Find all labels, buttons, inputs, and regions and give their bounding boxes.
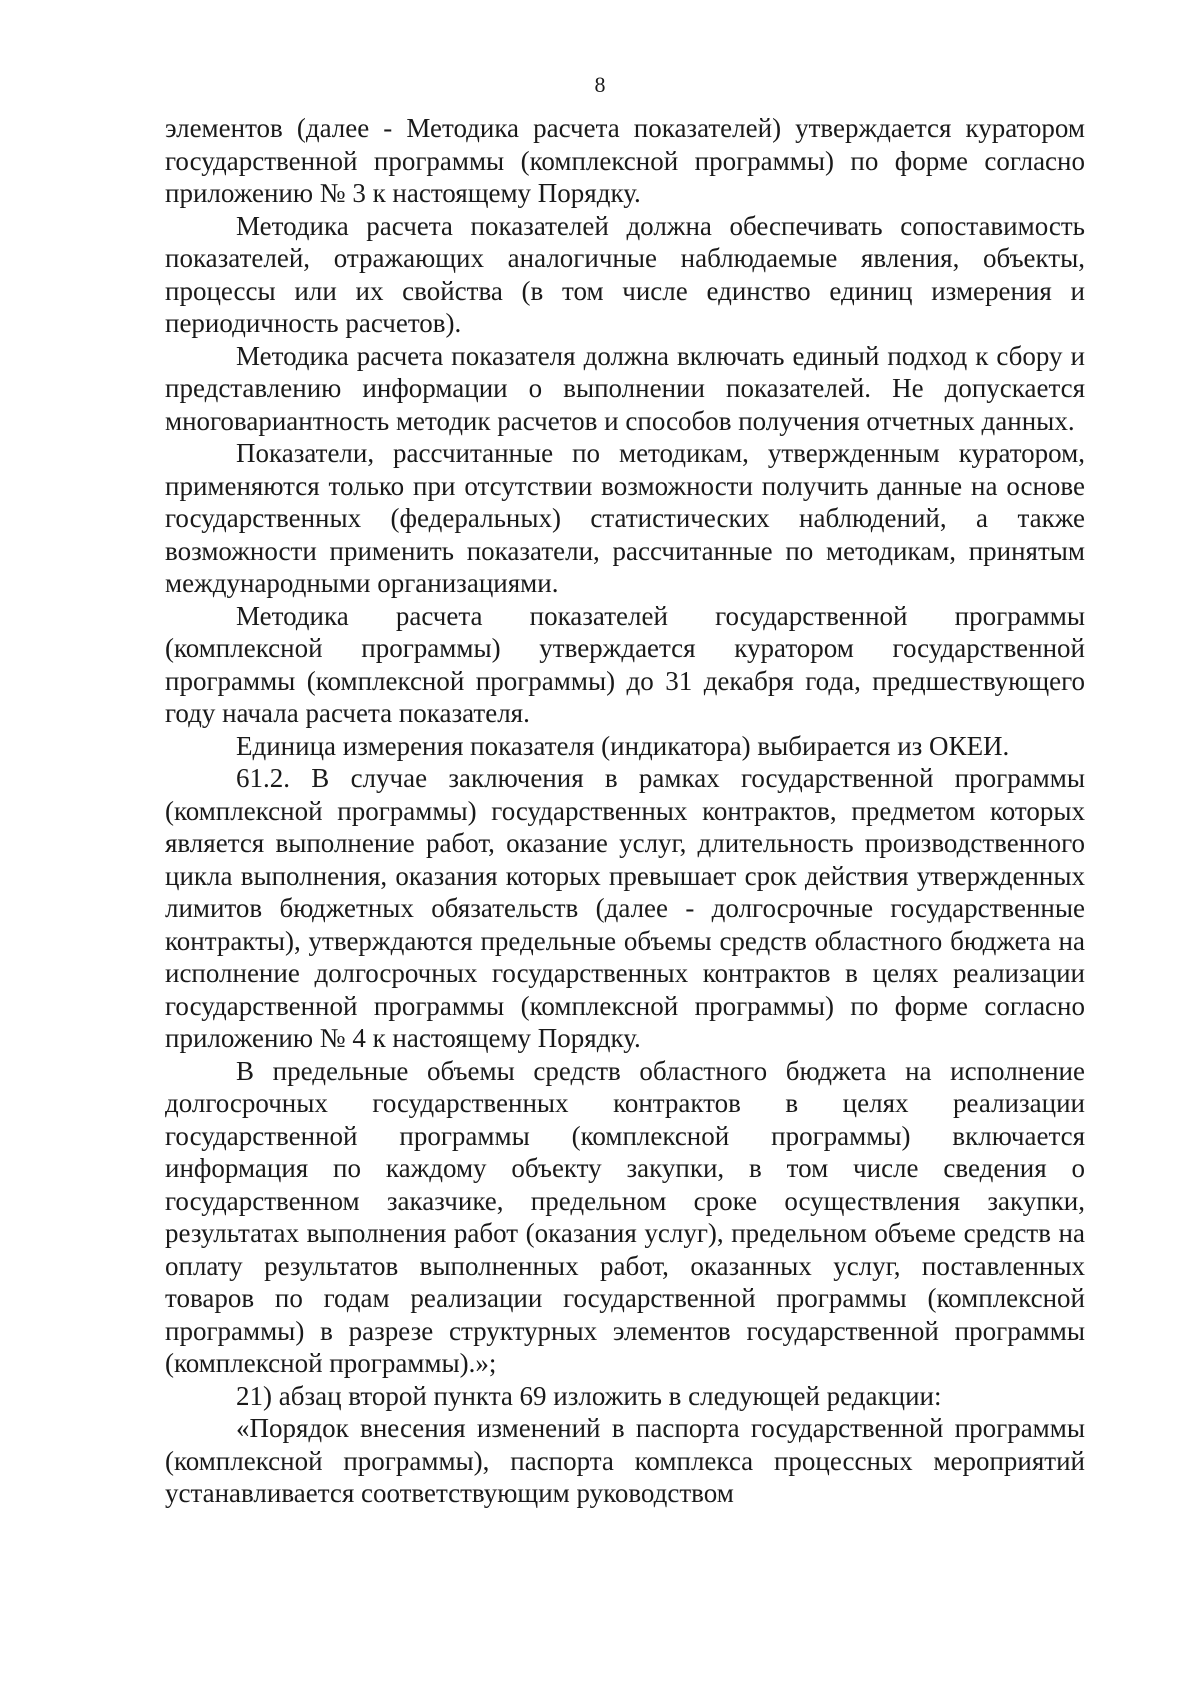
paragraph: Единица измерения показателя (индикатора) выбирается из ОКЕИ. — [236, 730, 1010, 761]
document-body — [165, 112, 1085, 1510]
paragraph: Методика расчета показателя должна включать единый подход к сбору и представлению информации о выполнении показателей. Не допускается многовариантность методик расчетов и способов получения отчетных данных. — [165, 340, 1085, 436]
paragraph: 21) абзац второй пункта 69 изложить в следующей редакции: — [236, 1380, 942, 1411]
paragraph: Методика расчета показателей государственной программы (комплексной программы) утверждается куратором государственной программы (комплексной программы) до 31 декабря года, предшествующего году начала расчета показателя. — [165, 600, 1085, 728]
paragraph: 61.2. В случае заключения в рамках государственной программы (комплексной программы) государственных контрактов, предметом которых является выполнение работ, оказание услуг, длительность производственного цикла выполнения, оказания которых превышает срок действия утвержденных лимитов бюджетных обязательств (далее - долгосрочные государственные контракты), утверждаются предельные объемы средств областного бюджета на исполнение долгосрочных государственных контрактов в целях реализации государственной программы (комплексной программы) по форме согласно приложению № 4 к настоящему Порядку. — [165, 763, 1085, 1053]
paragraph: «Порядок внесения изменений в паспорта государственной программы (комплексной программы), паспорта комплекса процессных мероприятий устанавливается соответствующим руководством — [165, 1413, 1085, 1508]
paragraph: Показатели, рассчитанные по методикам, утвержденным куратором, применяются только при отсутствии возможности получить данные на основе государственных (федеральных) статистических наблюдений, а также возможности применить показатели, рассчитанные по методикам, принятым международными организациями. — [165, 438, 1085, 598]
paragraph: элементов (далее - Методика расчета показателей) утверждается куратором государственной программы (комплексной программы) по форме согласно приложению № 3 к настоящему Порядку. — [165, 113, 1085, 208]
paragraph: Методика расчета показателей должна обеспечивать сопоставимость показателей, отражающих аналогичные наблюдаемые явления, объекты, процессы или их свойства (в том числе единство единиц измерения и периодичность расчетов). — [165, 210, 1085, 338]
paragraph: В предельные объемы средств областного бюджета на исполнение долгосрочных государственных контрактов в целях реализации государственной программы (комплексной программы) включается информация по каждому объекту закупки, в том числе сведения о государственном заказчике, предельном сроке осуществления закупки, результатах выполнения работ (оказания услуг), предельном объеме средств на оплату результатов выполненных работ, оказанных услуг, поставленных товаров по годам реализации государственной программы (комплексной программы) в разрезе структурных элементов государственной программы (комплексной программы).»; — [165, 1055, 1085, 1378]
page-number: 8 — [594, 72, 606, 97]
